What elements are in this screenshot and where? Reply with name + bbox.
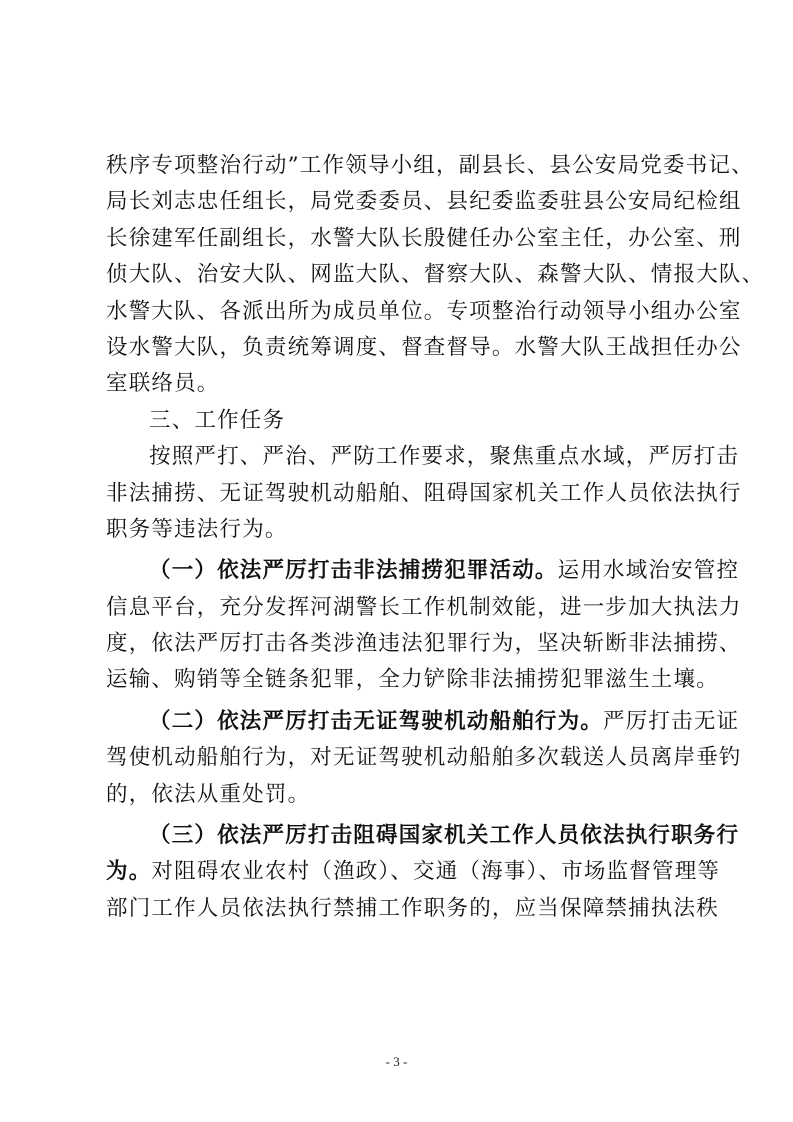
paragraph-line: 驾使机动船舶行为，对无证驾驶机动船舶多次载送人员离岸垂钓 bbox=[106, 745, 742, 771]
item-title-end: 为。 bbox=[106, 859, 152, 885]
item-title: （二）依法严厉打击无证驾驶机动船舶行为。 bbox=[149, 708, 604, 734]
paragraph-line: 运输、购销等全链条犯罪，全力铲除非法捕捞犯罪滋生土壤。 bbox=[106, 667, 719, 693]
item-first-line bbox=[106, 553, 740, 589]
item-text: 严厉打击无证 bbox=[603, 708, 740, 734]
paragraph-line: 的，依法从重处罚。 bbox=[106, 781, 311, 807]
paragraph-line: 度，依法严厉打击各类涉渔违法犯罪行为，坚决斩断非法捕捞、 bbox=[106, 631, 742, 657]
document-body bbox=[106, 148, 765, 927]
item-text: 对阻碍农业农村（渔政）、交通（海事）、市场监督管理等 bbox=[151, 859, 721, 885]
paragraph-line: 设水警大队，负责统筹调度、督查督导。水警大队王战担任办公 bbox=[106, 334, 742, 360]
item-title: （一）依法严厉打击非法捕捞犯罪活动。 bbox=[149, 558, 558, 584]
paragraph-line: 非法捕捞、无证驾驶机动船舶、阻碍国家机关工作人员依法执行 bbox=[106, 480, 742, 506]
paragraph-line: 信息平台，充分发挥河湖警长工作机制效能，进一步加大执法力 bbox=[106, 594, 742, 620]
paragraph-line: 职务等违法行为。 bbox=[106, 516, 288, 542]
item-title: （三）依法严厉打击阻碍国家机关工作人员依法执行职务行 bbox=[149, 823, 740, 849]
item-first-line bbox=[106, 704, 740, 740]
paragraph-line: 侦大队、治安大队、网监大队、督察大队、森警大队、情报大队、 bbox=[106, 262, 765, 288]
paragraph-line: 局长刘志忠任组长，局党委委员、县纪委监委驻县公安局纪检组 bbox=[106, 189, 742, 215]
paragraph-line: 秩序专项整治行动”工作领导小组，副县长、县公安局党委书记、 bbox=[106, 153, 754, 178]
paragraph-line: 水警大队、各派出所为成员单位。专项整治行动领导小组办公室 bbox=[106, 298, 742, 324]
paragraph-line: 部门工作人员依法执行禁捕工作职务的，应当保障禁捕执法秩 bbox=[106, 895, 719, 921]
paragraph-line: 长徐建军任副组长，水警大队长殷健任办公室主任，办公室、刑 bbox=[106, 225, 742, 251]
page-number: - 3 - bbox=[385, 1054, 408, 1069]
section-heading: 三、工作任务 bbox=[149, 407, 286, 433]
paragraph-line: 按照严打、严治、严防工作要求，聚焦重点水域，严厉打击 bbox=[149, 444, 740, 470]
item-second-line bbox=[106, 854, 721, 890]
paragraph-line: 室联络员。 bbox=[106, 371, 220, 397]
item-text: 运用水域治安管控 bbox=[557, 558, 740, 584]
